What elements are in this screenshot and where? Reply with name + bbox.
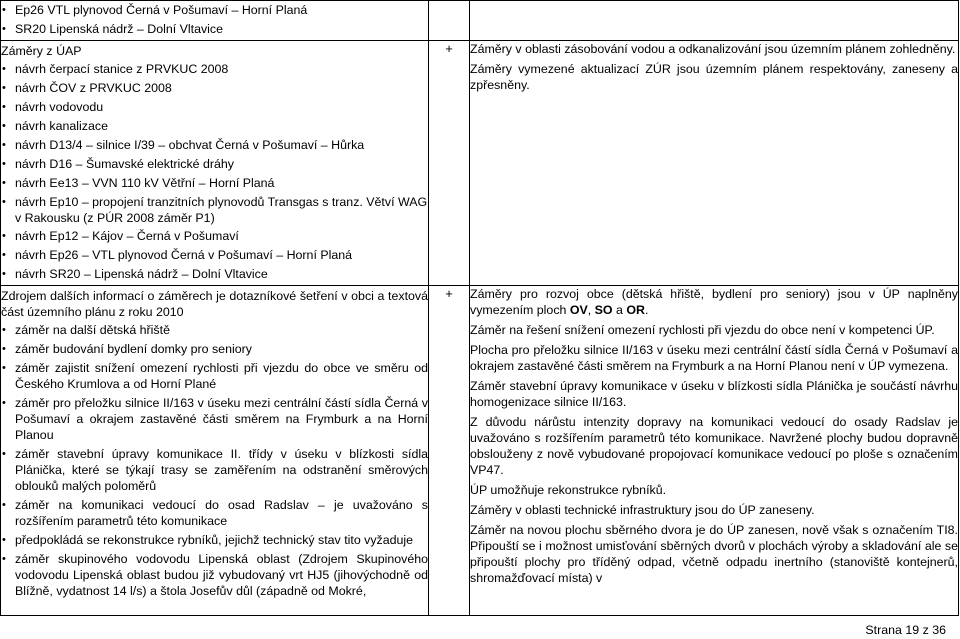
comment-paragraph	[470, 286, 958, 318]
comment-paragraph: Z důvodu nárůstu intenzity dopravy na komunikaci vedoucí do osady Radslav je uvažováno s rozšířením parametrů této komunikace. Navržené plochy budou dopravně obslouženy z nově vybudované propojovací komunikace vedoucí po ploše s označením VP47.	[470, 414, 958, 477]
left-cell	[1, 1, 429, 41]
right-cell	[470, 285, 959, 615]
table-row	[1, 1, 959, 41]
text-run: .	[644, 302, 649, 317]
table-row	[1, 285, 959, 615]
comment-paragraph: Plocha pro přeložku silnice II/163 v úseku mezi centrální částí sídla Černá v Pošumaví a okrajem zastavěné části směrem na Frymburk a na Horní Planou není v ÚP vymezena.	[470, 342, 958, 373]
list-item: • záměr zajistit snížení omezení rychlosti při vjezdu do obce ve směru od Českého Krumlova a od Horní Plané	[1, 360, 428, 392]
zone-code-or: OR	[626, 302, 645, 317]
zone-code-ov: OV	[569, 302, 588, 317]
list-item: • návrh vodovodu	[1, 99, 428, 115]
zone-code-so: SO	[594, 302, 613, 317]
right-cell	[470, 41, 959, 286]
right-cell	[470, 1, 959, 41]
list-item: • návrh Ee13 – VVN 110 kV Větřní – Horní Planá	[1, 175, 428, 191]
plus-sign: +	[445, 41, 453, 56]
comment-paragraph: Záměry vymezené aktualizací ZÚR jsou územním plánem respektovány, zaneseny a zpřesněny.	[470, 62, 958, 92]
list-item: • návrh ČOV z PRVKUC 2008	[1, 80, 428, 96]
list-item: • SR20 Lipenská nádrž – Dolní Vltavice	[1, 21, 428, 37]
left-cell	[1, 41, 429, 286]
intro-paragraph: Zdrojem dalších informací o záměrech je dotazníkové šetření v obci a textová část územního plánu z roku 2010	[1, 288, 428, 319]
list-item: • návrh Ep26 – VTL plynovod Černá v Pošumaví – Horní Planá	[1, 247, 428, 263]
list-item: • návrh čerpací stanice z PRVKUC 2008	[1, 61, 428, 77]
list-item: • návrh SR20 – Lipenská nádrž – Dolní Vltavice	[1, 266, 428, 282]
list-item: • záměr na komunikaci vedoucí do osad Radslav – je uvažováno s rozšířením parametrů této komunikace	[1, 497, 428, 529]
plus-sign: +	[445, 285, 453, 301]
comment-paragraph: ÚP umožňuje rekonstrukce rybníků.	[470, 482, 667, 497]
comment-paragraph: Záměr na řešení snížení omezení rychlosti při vjezdu do obce není v kompetenci ÚP.	[470, 322, 935, 337]
list-item: • Ep26 VTL plynovod Černá v Pošumaví – Horní Planá	[1, 2, 428, 18]
table-row	[1, 41, 959, 286]
sign-cell	[429, 285, 470, 615]
comment-paragraph: Záměry v oblasti technické infrastruktury jsou do ÚP zaneseny.	[470, 502, 815, 517]
list-item: • návrh kanalizace	[1, 118, 428, 134]
sign-cell	[429, 1, 470, 41]
text-run: a	[612, 302, 627, 317]
comment-paragraph: Záměry v oblasti zásobování vodou a odkanalizování jsou územním plánem zohledněny.	[470, 42, 956, 56]
left-cell	[1, 285, 429, 615]
list-item: • záměr pro přeložku silnice II/163 v úseku mezi centrální částí sídla Černá v Pošumaví a okrajem zastavěné části směrem na Frymburk a na Horní Planou	[1, 395, 428, 443]
comment-paragraph: Záměr stavební úpravy komunikace v úseku v blízkosti sídla Plánička je součástí návrhu homogenizace silnice II/163.	[470, 378, 958, 409]
comment-paragraph: Záměr na novou plochu sběrného dvora je do ÚP zanesen, nově však s označením TI8. Připouští se i možnost umisťování sběrných dvorů v plochách výroby a skladování ale se připouští plochy pro tříděný odpad, včetně odpadu inertního (stanoviště kontejnerů, shromažďovací místa) v	[470, 522, 958, 585]
list-item: • návrh D16 – Šumavské elektrické dráhy	[1, 156, 428, 172]
text-run: ,	[587, 302, 595, 317]
list-item: • záměr stavební úpravy komunikace II. třídy v úseku v blízkosti sídla Plánička, které se týkají trasy se zaměřením na odstranění směrových oblouků malých poloměrů	[1, 446, 428, 494]
page-number: Strana 19 z 36	[865, 623, 946, 637]
list-item: • záměr budování bydlení domky pro seniory	[1, 341, 428, 357]
list-item: • návrh D13/4 – silnice I/39 – obchvat Černá v Pošumaví – Hůrka	[1, 137, 428, 153]
list-item: • předpokládá se rekonstrukce rybníků, jejichž technický stav tito vyžaduje	[1, 532, 428, 548]
list-item: • záměr na další dětská hřiště	[1, 322, 428, 338]
section-heading: Záměry z ÚAP	[1, 44, 82, 58]
list-item: • záměr skupinového vodovodu Lipenská oblast (Zdrojem Skupinového vodovodu Lipenská oblast budou již vybudovaný vrt HJ5 (jihovýchodně od Blížně, vydatnost 14 l/s) a štola Josefův důl (západně od Mokré,	[1, 551, 428, 599]
list-item: • návrh Ep10 – propojení tranzitních plynovodů Transgas s tranz. Větví WAG v Rakousku (z PÚR 2008 záměr P1)	[1, 194, 428, 226]
sign-cell	[429, 41, 470, 286]
list-item: • návrh Ep12 – Kájov – Černá v Pošumaví	[1, 228, 428, 244]
text-run: Záměry pro rozvoj obce (dětská hřiště, bydlení pro seniory) jsou v ÚP naplněny vymezením ploch	[470, 286, 958, 317]
